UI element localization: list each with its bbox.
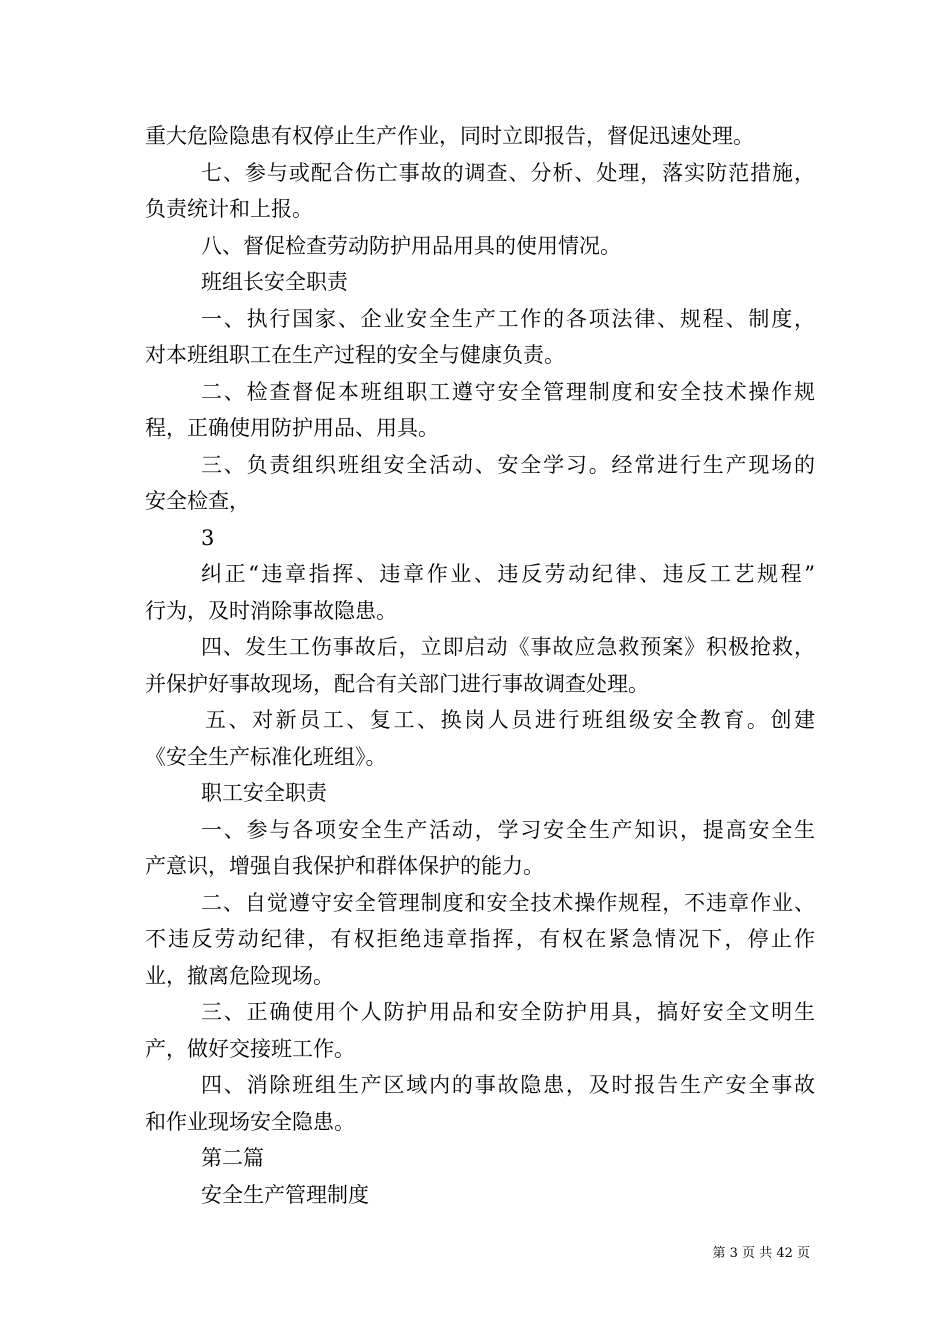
- text-line: 七、参与或配合伤亡事故的调查、分析、处理，落实防范措施，: [201, 160, 815, 185]
- text-line: 第二篇: [201, 1146, 264, 1170]
- text-line: 一、执行国家、企业安全生产工作的各项法律、规程、制度，: [201, 306, 815, 331]
- text-line: 并保护好事故现场，配合有关部门进行事故调查处理。: [145, 671, 649, 696]
- text-line: 安全生产管理制度: [201, 1182, 369, 1207]
- text-line: 产意识，增强自我保护和群体保护的能力。: [145, 854, 544, 878]
- text-line: 职工安全职责: [201, 781, 327, 805]
- text-line: 3: [201, 525, 215, 550]
- text-line: 行为，及时消除事故隐患。: [145, 598, 397, 623]
- text-line: 班组长安全职责: [201, 270, 348, 294]
- text-line: 八、督促检查劳动防护用品用具的使用情况。: [201, 233, 621, 258]
- text-line: 《安全生产标准化班组》。: [145, 744, 387, 769]
- text-line: 纠正“违章指挥、违章作业、违反劳动纪律、违反工艺规程”: [201, 562, 815, 586]
- text-line: 二、检查督促本班组职工遵守安全管理制度和安全技术操作规: [201, 379, 815, 404]
- text-line: 重大危险隐患有权停止生产作业，同时立即报告，督促迅速处理。: [145, 124, 754, 148]
- text-line: 安全检查，: [145, 489, 250, 513]
- text-line: 产，做好交接班工作。: [145, 1036, 355, 1061]
- text-line: 负责统计和上报。: [145, 197, 313, 221]
- text-line: 三、正确使用个人防护用品和安全防护用具，搞好安全文明生: [201, 1000, 815, 1024]
- text-line: 对本班组职工在生产过程的安全与健康负责。: [145, 343, 565, 367]
- text-line: 四、消除班组生产区域内的事故隐患，及时报告生产安全事故: [201, 1073, 815, 1097]
- text-line: 一、参与各项安全生产活动，学习安全生产知识，提高安全生: [201, 817, 815, 842]
- text-line: 五、对新员工、复工、换岗人员进行班组级安全教育。创建: [205, 708, 815, 732]
- text-line: 二、自觉遵守安全管理制度和安全技术操作规程，不违章作业、: [201, 890, 815, 915]
- text-line: 三、负责组织班组安全活动、安全学习。经常进行生产现场的: [201, 452, 815, 477]
- text-line: 业，撤离危险现场。: [145, 963, 334, 988]
- text-line: 程，正确使用防护用品、用具。: [145, 416, 439, 440]
- text-line: 和作业现场安全隐患。: [145, 1109, 355, 1134]
- text-line: 不违反劳动纪律，有权拒绝违章指挥，有权在紧急情况下，停止作: [145, 927, 815, 951]
- document-body: [145, 118, 815, 1213]
- text-line: 四、发生工伤事故后，立即启动《事故应急救预案》积极抢救，: [201, 635, 815, 659]
- page-number-footer: 第 3 页 共 42 页: [712, 1246, 810, 1261]
